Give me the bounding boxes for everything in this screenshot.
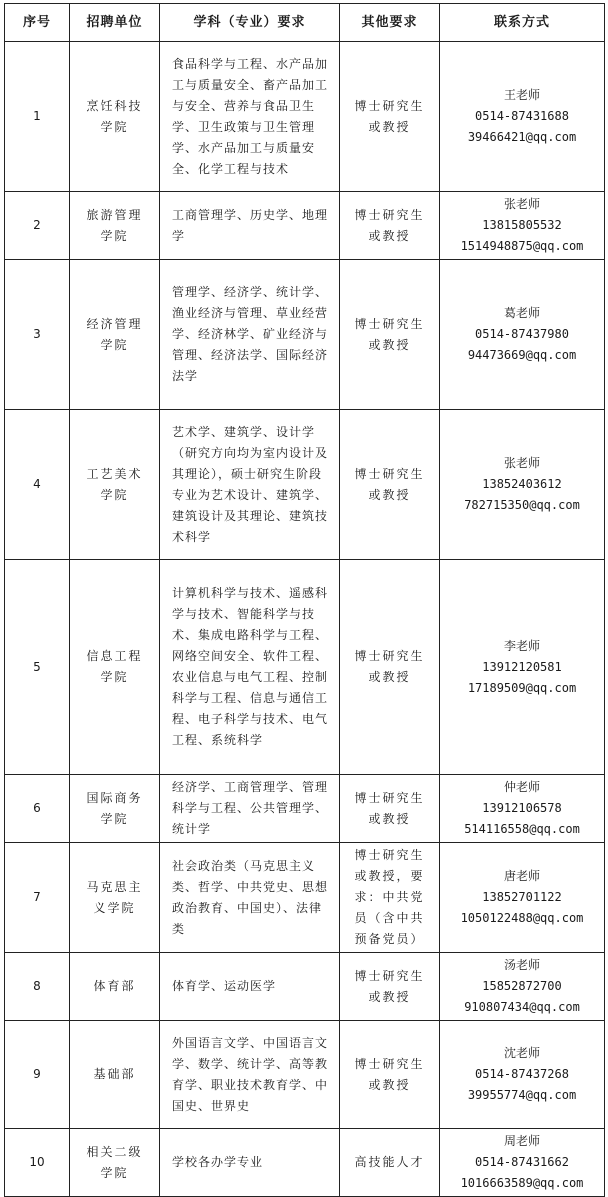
row-no: 5 xyxy=(5,560,70,775)
table-row xyxy=(5,1021,605,1129)
row-unit: 基础部 xyxy=(70,1021,160,1129)
row-other: 博士研究生或教授 xyxy=(340,775,440,843)
row-no: 7 xyxy=(5,843,70,953)
row-subject: 经济学、工商管理学、管理科学与工程、公共管理学、统计学 xyxy=(160,775,340,843)
row-unit: 马克思主义学院 xyxy=(70,843,160,953)
contact-phone: 0514-87431662 xyxy=(475,1155,569,1169)
row-other: 高技能人才 xyxy=(340,1129,440,1197)
row-other: 博士研究生或教授 xyxy=(340,42,440,192)
header-no: 序号 xyxy=(5,4,70,42)
row-no: 2 xyxy=(5,192,70,260)
header-subject: 学科（专业）要求 xyxy=(160,4,340,42)
header-row xyxy=(5,4,605,42)
contact-phone: 13912106578 xyxy=(482,801,562,815)
header-contact: 联系方式 xyxy=(440,4,605,42)
row-contact xyxy=(440,1129,605,1197)
contact-email[interactable]: 782715350@qq.com xyxy=(464,498,580,512)
row-unit: 经济管理学院 xyxy=(70,260,160,410)
contact-phone: 0514-87437268 xyxy=(475,1067,569,1081)
row-unit: 工艺美术学院 xyxy=(70,410,160,560)
recruitment-table xyxy=(4,3,605,1197)
contact-person: 张老师 xyxy=(503,197,540,211)
contact-person: 沈老师 xyxy=(503,1046,540,1060)
table-row xyxy=(5,1129,605,1197)
row-unit: 信息工程学院 xyxy=(70,560,160,775)
row-no: 10 xyxy=(5,1129,70,1197)
contact-email[interactable]: 1050122488@qq.com xyxy=(460,911,584,925)
contact-phone: 0514-87437980 xyxy=(475,327,569,341)
row-unit: 国际商务学院 xyxy=(70,775,160,843)
header-unit: 招聘单位 xyxy=(70,4,160,42)
row-no: 4 xyxy=(5,410,70,560)
row-contact xyxy=(440,775,605,843)
row-subject: 艺术学、建筑学、设计学（研究方向均为室内设计及其理论），硕士研究生阶段专业为艺术设计、建筑学、建筑设计及其理论、建筑技术科学 xyxy=(160,410,340,560)
row-no: 9 xyxy=(5,1021,70,1129)
contact-phone: 0514-87431688 xyxy=(475,109,569,123)
row-subject: 计算机科学与技术、遥感科学与技术、智能科学与技术、集成电路科学与工程、网络空间安全、软件工程、农业信息与电气工程、控制科学与工程、信息与通信工程、电子科学与技术、电气工程、系统科学 xyxy=(160,560,340,775)
row-other: 博士研究生或教授，要求：中共党员（含中共预备党员） xyxy=(340,843,440,953)
row-contact xyxy=(440,42,605,192)
row-subject: 学校各办学专业 xyxy=(160,1129,340,1197)
row-other: 博士研究生或教授 xyxy=(340,192,440,260)
row-contact xyxy=(440,1021,605,1129)
contact-email[interactable]: 1016663589@qq.com xyxy=(460,1176,584,1190)
table-row xyxy=(5,775,605,843)
row-contact xyxy=(440,192,605,260)
row-other: 博士研究生或教授 xyxy=(340,560,440,775)
row-other: 博士研究生或教授 xyxy=(340,260,440,410)
row-subject: 工商管理学、历史学、地理学 xyxy=(160,192,340,260)
row-other: 博士研究生或教授 xyxy=(340,410,440,560)
contact-phone: 15852872700 xyxy=(482,979,562,993)
contact-person: 李老师 xyxy=(503,638,540,653)
row-contact xyxy=(440,560,605,775)
contact-person: 张老师 xyxy=(503,456,540,470)
contact-phone: 13815805532 xyxy=(482,218,562,232)
row-unit: 旅游管理学院 xyxy=(70,192,160,260)
contact-email[interactable]: 514116558@qq.com xyxy=(464,822,580,836)
contact-person: 葛老师 xyxy=(503,306,540,320)
row-subject: 体育学、运动医学 xyxy=(160,953,340,1021)
row-other: 博士研究生或教授 xyxy=(340,953,440,1021)
table-row xyxy=(5,192,605,260)
header-other: 其他要求 xyxy=(340,4,440,42)
row-subject: 管理学、经济学、统计学、渔业经济与管理、草业经营学、经济林学、矿业经济与管理、经济法学、国际经济法学 xyxy=(160,260,340,410)
contact-email[interactable]: 17189509@qq.com xyxy=(467,680,577,695)
contact-person: 唐老师 xyxy=(503,869,540,883)
contact-email[interactable]: 39466421@qq.com xyxy=(467,130,577,144)
contact-person: 王老师 xyxy=(503,88,540,102)
contact-phone: 13912120581 xyxy=(482,659,562,674)
contact-email[interactable]: 94473669@qq.com xyxy=(467,348,577,362)
row-contact xyxy=(440,260,605,410)
table-row xyxy=(5,42,605,192)
contact-phone: 13852403612 xyxy=(482,477,562,491)
contact-phone: 13852701122 xyxy=(482,890,562,904)
contact-email[interactable]: 1514948875@qq.com xyxy=(460,239,584,253)
row-contact xyxy=(440,953,605,1021)
table-row xyxy=(5,843,605,953)
row-other: 博士研究生或教授 xyxy=(340,1021,440,1129)
table-row xyxy=(5,260,605,410)
row-no: 1 xyxy=(5,42,70,192)
row-no: 3 xyxy=(5,260,70,410)
contact-person: 仲老师 xyxy=(503,780,540,794)
row-subject: 外国语言文学、中国语言文学、数学、统计学、高等教育学、职业技术教育学、中国史、世界史 xyxy=(160,1021,340,1129)
row-subject: 社会政治类（马克思主义类、哲学、中共党史、思想政治教育、中国史）、法律类 xyxy=(160,843,340,953)
contact-email[interactable]: 910807434@qq.com xyxy=(464,1000,580,1014)
table-row xyxy=(5,560,605,775)
row-no: 8 xyxy=(5,953,70,1021)
row-unit: 相关二级学院 xyxy=(70,1129,160,1197)
row-unit: 体育部 xyxy=(70,953,160,1021)
row-subject: 食品科学与工程、水产品加工与质量安全、畜产品加工与安全、营养与食品卫生学、卫生政策与卫生管理学、水产品加工与质量安全、化学工程与技术 xyxy=(160,42,340,192)
contact-person: 汤老师 xyxy=(503,958,540,972)
row-contact xyxy=(440,410,605,560)
table-row xyxy=(5,410,605,560)
row-unit: 烹饪科技学院 xyxy=(70,42,160,192)
contact-email[interactable]: 39955774@qq.com xyxy=(467,1088,577,1102)
table-row xyxy=(5,953,605,1021)
row-contact xyxy=(440,843,605,953)
row-no: 6 xyxy=(5,775,70,843)
contact-person: 周老师 xyxy=(503,1134,540,1148)
